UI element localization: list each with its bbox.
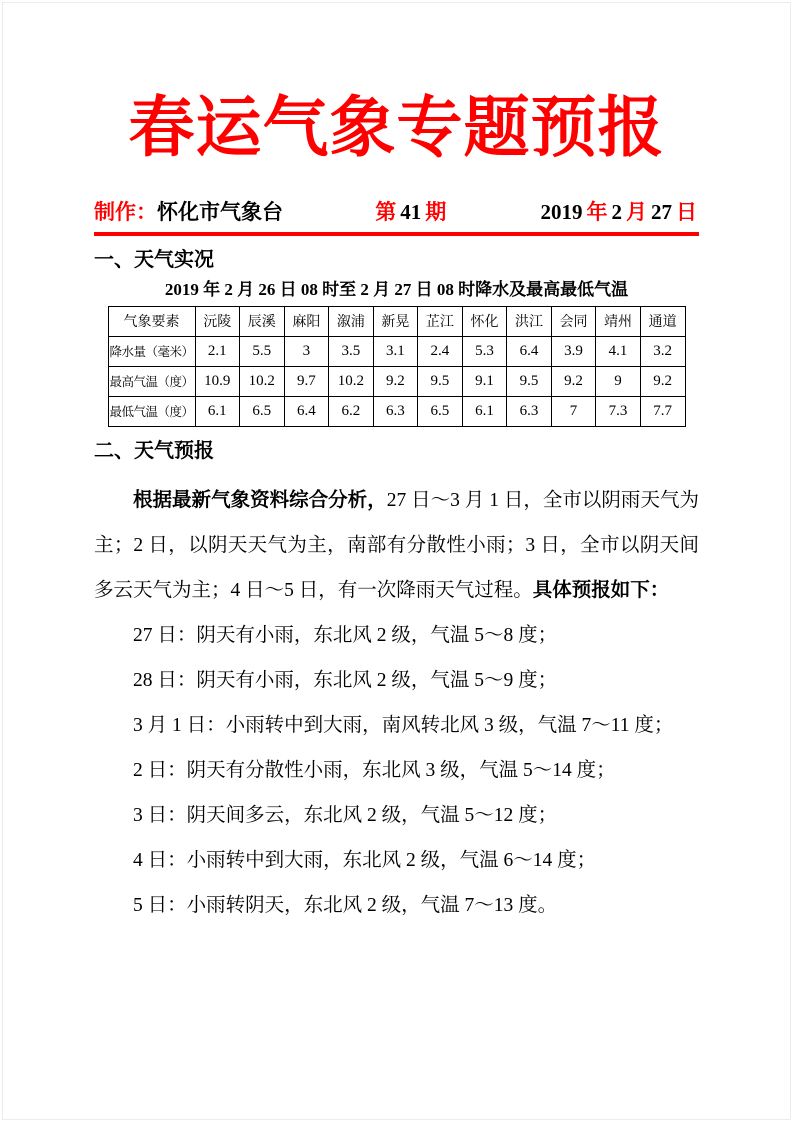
cell-value: 7.3 (596, 396, 641, 426)
forecast-item: 3 日：阴天间多云，东北风 2 级，气温 5～12 度； (133, 804, 558, 826)
date-year-unit: 年 (586, 200, 608, 224)
column-header: 辰溪 (240, 306, 285, 336)
column-header: 新晃 (373, 306, 418, 336)
intro-text: 27 日～3 月 1 日，全市以阴雨天气为主；2 日，以阴天天气为主，南部有分散性小雨；3 日，全市以阴天间多云天气为主；4 日～5 日，有一次降雨天气过程。 (94, 489, 699, 601)
cell-value: 10.2 (240, 366, 285, 396)
cell-value: 3.5 (329, 336, 374, 366)
weather-table (108, 306, 686, 427)
section2-heading: 二、天气预报 (94, 439, 214, 462)
section1-heading: 一、天气实况 (94, 249, 214, 272)
cell-value: 3.9 (551, 336, 596, 366)
cell-value: 7 (551, 396, 596, 426)
cell-value: 9.5 (418, 366, 463, 396)
cell-value: 4.1 (596, 336, 641, 366)
document-title: 春运气象专题预报 (128, 92, 665, 165)
cell-value: 6.3 (373, 396, 418, 426)
weather-table-head (108, 306, 685, 336)
cell-value: 10.9 (195, 366, 240, 396)
cell-value: 9.7 (284, 366, 329, 396)
column-header: 洪江 (507, 306, 552, 336)
table-row (108, 396, 685, 426)
cell-value: 9.2 (373, 366, 418, 396)
cell-value: 10.2 (329, 366, 374, 396)
intro-bold-tail: 具体预报如下： (532, 579, 670, 601)
cell-value: 6.1 (195, 396, 240, 426)
date-month-unit: 月 (626, 200, 647, 224)
forecast-item: 27 日：阴天有小雨，东北风 2 级，气温 5～8 度； (133, 624, 558, 646)
cell-value: 9.1 (462, 366, 507, 396)
forecast-item: 3 月 1 日：小雨转中到大雨，南风转北风 3 级，气温 7～11 度； (133, 714, 674, 736)
issue-number (373, 200, 448, 225)
cell-value: 3.1 (373, 336, 418, 366)
cell-value: 6.5 (240, 396, 285, 426)
cell-value: 6.2 (329, 396, 374, 426)
red-divider (94, 232, 699, 236)
table-row (108, 336, 685, 366)
table-header-row (108, 306, 685, 336)
producer-info (94, 200, 283, 225)
forecast-item: 28 日：阴天有小雨，东北风 2 级，气温 5～9 度； (133, 669, 558, 691)
weather-table-title: 2019 年 2 月 26 日 08 时至 2 月 27 日 08 时降水及最高最低气温 (164, 280, 629, 300)
cell-value: 9.2 (551, 366, 596, 396)
document-date (539, 200, 700, 225)
cell-value: 9.5 (507, 366, 552, 396)
column-header: 靖州 (596, 306, 641, 336)
cell-value: 6.4 (284, 396, 329, 426)
column-header: 沅陵 (195, 306, 240, 336)
cell-value: 6.3 (507, 396, 552, 426)
date-day: 27 (651, 200, 672, 224)
column-header: 溆浦 (329, 306, 374, 336)
cell-value: 3 (284, 336, 329, 366)
column-header: 芷江 (418, 306, 463, 336)
cell-value: 2.4 (418, 336, 463, 366)
issue-prefix: 第 (375, 200, 397, 224)
row-label: 最高气温（度） (108, 366, 195, 396)
cell-value: 5.5 (240, 336, 285, 366)
forecast-item: 4 日：小雨转中到大雨，东北风 2 级，气温 6～14 度； (133, 849, 597, 871)
column-header: 气象要素 (108, 306, 195, 336)
date-day-unit: 日 (676, 200, 697, 224)
cell-value: 2.1 (195, 336, 240, 366)
producer-name: 怀化市气象台 (157, 200, 283, 224)
column-header: 会同 (551, 306, 596, 336)
forecast-intro-paragraph (94, 478, 699, 613)
cell-value: 7.7 (640, 396, 685, 426)
cell-value: 6.5 (418, 396, 463, 426)
forecast-body (94, 478, 699, 928)
date-year: 2019 (540, 200, 583, 224)
forecast-item-list (94, 613, 699, 928)
cell-value: 5.3 (462, 336, 507, 366)
column-header: 通道 (640, 306, 685, 336)
cell-value: 9.2 (640, 366, 685, 396)
forecast-item: 5 日：小雨转阴天，东北风 2 级，气温 7～13 度。 (133, 894, 558, 916)
issue-suffix: 期 (425, 200, 447, 224)
row-label: 降水量（毫米） (108, 336, 195, 366)
weather-table-body (108, 336, 685, 426)
row-label: 最低气温（度） (108, 396, 195, 426)
date-month: 2 (611, 200, 622, 224)
issue-value: 41 (400, 200, 422, 224)
intro-bold-lead: 根据最新气象资料综合分析， (133, 489, 387, 511)
forecast-item: 2 日：阴天有分散性小雨，东北风 3 级，气温 5～14 度； (133, 759, 616, 781)
cell-value: 3.2 (640, 336, 685, 366)
column-header: 怀化 (462, 306, 507, 336)
column-header: 麻阳 (284, 306, 329, 336)
table-row (108, 366, 685, 396)
cell-value: 6.1 (462, 396, 507, 426)
cell-value: 9 (596, 366, 641, 396)
producer-label: 制作： (94, 200, 157, 224)
cell-value: 6.4 (507, 336, 552, 366)
document-meta-line (94, 200, 699, 225)
